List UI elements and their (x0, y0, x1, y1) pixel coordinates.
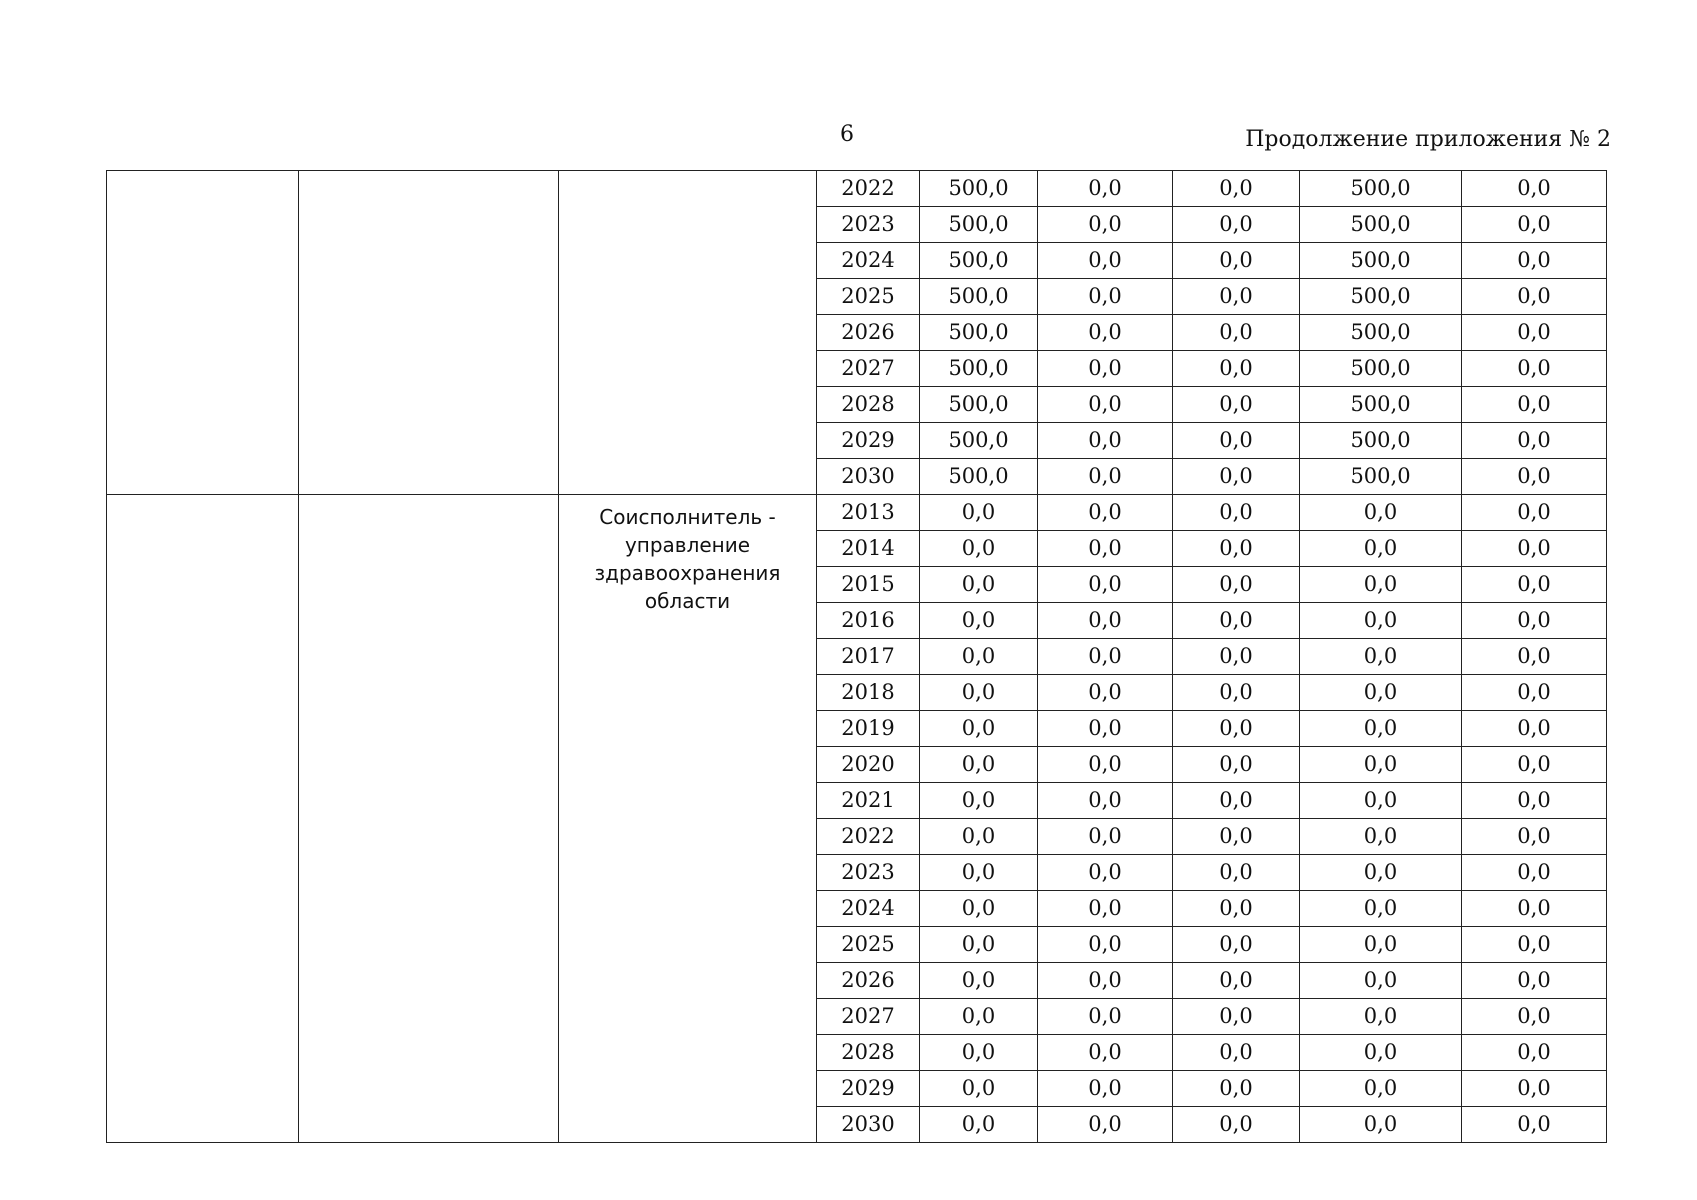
value-cell: 0,0 (1038, 603, 1173, 639)
value-cell: 0,0 (920, 1071, 1038, 1107)
value-cell: 0,0 (1038, 819, 1173, 855)
executor-name: Соисполнитель - управление здравоохранения области (594, 505, 781, 613)
value-cell: 0,0 (920, 531, 1038, 567)
value-cell: 500,0 (1300, 279, 1462, 315)
value-cell: 0,0 (1462, 891, 1607, 927)
value-cell: 0,0 (1173, 999, 1300, 1035)
value-cell: 0,0 (1462, 207, 1607, 243)
value-cell: 500,0 (920, 207, 1038, 243)
year-cell: 2029 (817, 1071, 920, 1107)
value-cell: 0,0 (1173, 855, 1300, 891)
value-cell: 0,0 (1038, 315, 1173, 351)
value-cell: 0,0 (920, 603, 1038, 639)
year-cell: 2021 (817, 783, 920, 819)
value-cell: 0,0 (1173, 747, 1300, 783)
value-cell: 0,0 (1462, 387, 1607, 423)
year-cell: 2028 (817, 387, 920, 423)
value-cell: 0,0 (1462, 315, 1607, 351)
value-cell: 0,0 (1173, 279, 1300, 315)
page-number: 6 (840, 122, 854, 147)
year-cell: 2025 (817, 927, 920, 963)
value-cell: 0,0 (920, 1107, 1038, 1143)
value-cell: 0,0 (1300, 963, 1462, 999)
value-cell: 500,0 (1300, 459, 1462, 495)
value-cell: 0,0 (1462, 1107, 1607, 1143)
executor-cell (559, 171, 817, 495)
value-cell: 0,0 (1038, 279, 1173, 315)
value-cell: 0,0 (1462, 927, 1607, 963)
value-cell: 0,0 (1173, 387, 1300, 423)
value-cell: 0,0 (1173, 1107, 1300, 1143)
value-cell: 500,0 (1300, 387, 1462, 423)
value-cell: 0,0 (1173, 783, 1300, 819)
value-cell: 0,0 (920, 783, 1038, 819)
year-cell: 2023 (817, 207, 920, 243)
value-cell: 0,0 (1462, 171, 1607, 207)
value-cell: 0,0 (1038, 783, 1173, 819)
value-cell: 0,0 (1300, 927, 1462, 963)
value-cell: 0,0 (1038, 351, 1173, 387)
value-cell: 0,0 (920, 747, 1038, 783)
value-cell: 0,0 (1173, 171, 1300, 207)
value-cell: 500,0 (920, 423, 1038, 459)
value-cell: 0,0 (920, 963, 1038, 999)
value-cell: 0,0 (1038, 207, 1173, 243)
value-cell: 500,0 (1300, 423, 1462, 459)
year-cell: 2013 (817, 495, 920, 531)
value-cell: 0,0 (1038, 675, 1173, 711)
value-cell: 0,0 (1462, 423, 1607, 459)
value-cell: 0,0 (1300, 1071, 1462, 1107)
value-cell: 0,0 (1038, 747, 1173, 783)
year-cell: 2023 (817, 855, 920, 891)
value-cell: 0,0 (1038, 387, 1173, 423)
value-cell: 0,0 (920, 819, 1038, 855)
year-cell: 2024 (817, 891, 920, 927)
year-cell: 2022 (817, 819, 920, 855)
value-cell: 500,0 (1300, 171, 1462, 207)
value-cell: 0,0 (1462, 855, 1607, 891)
value-cell: 0,0 (1173, 531, 1300, 567)
value-cell: 0,0 (1462, 459, 1607, 495)
value-cell: 0,0 (1038, 495, 1173, 531)
value-cell: 0,0 (1173, 423, 1300, 459)
value-cell: 0,0 (1173, 711, 1300, 747)
value-cell: 0,0 (1173, 567, 1300, 603)
value-cell: 0,0 (1173, 927, 1300, 963)
year-cell: 2024 (817, 243, 920, 279)
year-cell: 2017 (817, 639, 920, 675)
value-cell: 0,0 (1173, 819, 1300, 855)
value-cell: 0,0 (1173, 603, 1300, 639)
value-cell: 0,0 (1038, 927, 1173, 963)
table-row (107, 495, 1607, 531)
value-cell: 0,0 (1462, 351, 1607, 387)
year-cell: 2022 (817, 171, 920, 207)
value-cell: 0,0 (1173, 1035, 1300, 1071)
value-cell: 0,0 (1462, 711, 1607, 747)
value-cell: 0,0 (1462, 243, 1607, 279)
value-cell: 0,0 (1038, 459, 1173, 495)
value-cell: 0,0 (1462, 675, 1607, 711)
value-cell: 0,0 (1038, 171, 1173, 207)
value-cell: 0,0 (920, 999, 1038, 1035)
empty-merged-cell (299, 171, 559, 495)
value-cell: 0,0 (1462, 639, 1607, 675)
value-cell: 0,0 (1300, 891, 1462, 927)
value-cell: 0,0 (1173, 243, 1300, 279)
value-cell: 0,0 (1038, 891, 1173, 927)
value-cell: 0,0 (1173, 1071, 1300, 1107)
value-cell: 0,0 (920, 639, 1038, 675)
value-cell: 0,0 (1173, 963, 1300, 999)
value-cell: 0,0 (1038, 1107, 1173, 1143)
value-cell: 0,0 (1038, 1035, 1173, 1071)
value-cell: 0,0 (1038, 531, 1173, 567)
value-cell: 0,0 (1038, 963, 1173, 999)
value-cell: 0,0 (1300, 819, 1462, 855)
value-cell: 0,0 (920, 855, 1038, 891)
value-cell: 0,0 (1173, 351, 1300, 387)
value-cell: 500,0 (1300, 351, 1462, 387)
executor-cell (559, 495, 817, 1143)
year-cell: 2026 (817, 963, 920, 999)
value-cell: 0,0 (920, 675, 1038, 711)
table-body (107, 171, 1607, 1143)
value-cell: 0,0 (920, 1035, 1038, 1071)
value-cell: 0,0 (1300, 1035, 1462, 1071)
year-cell: 2029 (817, 423, 920, 459)
value-cell: 500,0 (920, 243, 1038, 279)
value-cell: 0,0 (1462, 1071, 1607, 1107)
value-cell: 0,0 (1173, 891, 1300, 927)
value-cell: 0,0 (1300, 495, 1462, 531)
value-cell: 0,0 (1300, 999, 1462, 1035)
value-cell: 0,0 (1173, 315, 1300, 351)
value-cell: 500,0 (920, 171, 1038, 207)
value-cell: 0,0 (1038, 711, 1173, 747)
value-cell: 0,0 (1462, 1035, 1607, 1071)
year-cell: 2030 (817, 1107, 920, 1143)
value-cell: 0,0 (1038, 639, 1173, 675)
value-cell: 0,0 (1173, 675, 1300, 711)
value-cell: 500,0 (920, 459, 1038, 495)
value-cell: 500,0 (1300, 243, 1462, 279)
value-cell: 0,0 (1300, 711, 1462, 747)
value-cell: 0,0 (1038, 567, 1173, 603)
value-cell: 0,0 (1300, 567, 1462, 603)
value-cell: 500,0 (1300, 315, 1462, 351)
empty-merged-cell (107, 495, 299, 1143)
year-cell: 2030 (817, 459, 920, 495)
value-cell: 500,0 (920, 351, 1038, 387)
table-row (107, 171, 1607, 207)
value-cell: 0,0 (1462, 495, 1607, 531)
year-cell: 2016 (817, 603, 920, 639)
value-cell: 0,0 (1462, 999, 1607, 1035)
value-cell: 0,0 (920, 891, 1038, 927)
year-cell: 2027 (817, 999, 920, 1035)
value-cell: 0,0 (1300, 675, 1462, 711)
value-cell: 500,0 (920, 315, 1038, 351)
value-cell: 0,0 (1038, 855, 1173, 891)
year-cell: 2028 (817, 1035, 920, 1071)
value-cell: 0,0 (1300, 639, 1462, 675)
year-cell: 2018 (817, 675, 920, 711)
value-cell: 0,0 (1173, 495, 1300, 531)
value-cell: 0,0 (1038, 1071, 1173, 1107)
value-cell: 0,0 (1300, 603, 1462, 639)
value-cell: 0,0 (1462, 963, 1607, 999)
appendix-continuation-label: Продолжение приложения № 2 (1245, 127, 1611, 152)
value-cell: 0,0 (1300, 1107, 1462, 1143)
value-cell: 0,0 (1038, 423, 1173, 459)
empty-merged-cell (107, 171, 299, 495)
funding-table (106, 170, 1607, 1143)
value-cell: 0,0 (1300, 747, 1462, 783)
value-cell: 500,0 (920, 279, 1038, 315)
year-cell: 2025 (817, 279, 920, 315)
year-cell: 2019 (817, 711, 920, 747)
value-cell: 0,0 (920, 711, 1038, 747)
year-cell: 2015 (817, 567, 920, 603)
value-cell: 0,0 (1300, 783, 1462, 819)
value-cell: 0,0 (1173, 207, 1300, 243)
value-cell: 0,0 (1038, 243, 1173, 279)
value-cell: 0,0 (1462, 819, 1607, 855)
value-cell: 500,0 (920, 387, 1038, 423)
value-cell: 0,0 (1173, 639, 1300, 675)
value-cell: 0,0 (1462, 567, 1607, 603)
year-cell: 2020 (817, 747, 920, 783)
value-cell: 0,0 (1173, 459, 1300, 495)
value-cell: 0,0 (1462, 747, 1607, 783)
value-cell: 500,0 (1300, 207, 1462, 243)
year-cell: 2026 (817, 315, 920, 351)
value-cell: 0,0 (920, 927, 1038, 963)
value-cell: 0,0 (1462, 531, 1607, 567)
value-cell: 0,0 (1462, 783, 1607, 819)
empty-merged-cell (299, 495, 559, 1143)
year-cell: 2027 (817, 351, 920, 387)
value-cell: 0,0 (1462, 279, 1607, 315)
value-cell: 0,0 (920, 567, 1038, 603)
value-cell: 0,0 (1300, 855, 1462, 891)
value-cell: 0,0 (920, 495, 1038, 531)
year-cell: 2014 (817, 531, 920, 567)
value-cell: 0,0 (1038, 999, 1173, 1035)
value-cell: 0,0 (1300, 531, 1462, 567)
value-cell: 0,0 (1462, 603, 1607, 639)
